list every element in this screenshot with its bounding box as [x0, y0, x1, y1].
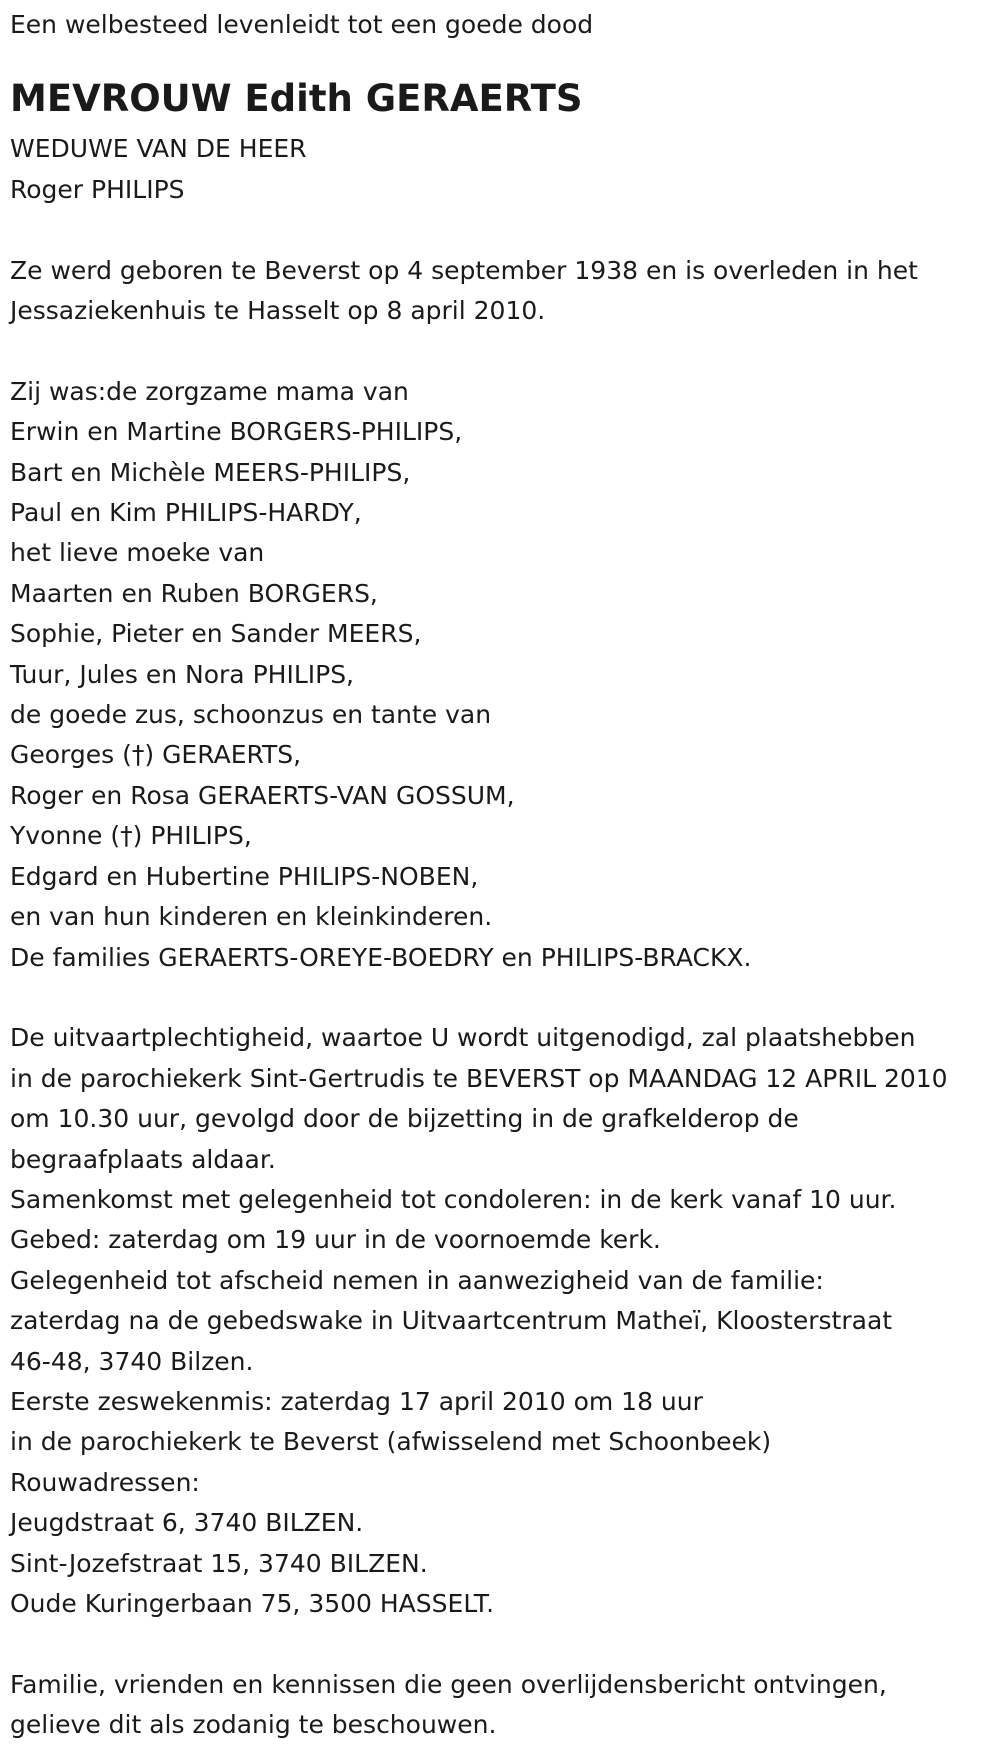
ceremony-line: De uitvaartplechtigheid, waartoe U wordt uitgenodigd, zal plaatshebben	[10, 1023, 916, 1053]
ceremony-line: in de parochiekerk Sint-Gertrudis te BEVERST op MAANDAG 12 APRIL 2010	[10, 1063, 948, 1093]
family-line: en van hun kinderen en kleinkinderen.	[10, 902, 493, 932]
family-line: het lieve moeke van	[10, 538, 265, 568]
ceremony-line: Jeugdstraat 6, 3740 BILZEN.	[10, 1508, 364, 1538]
ceremony-line: Eerste zeswekenmis: zaterdag 17 april 2010 om 18 uur	[10, 1386, 703, 1416]
ceremony-line: Gelegenheid tot afscheid nemen in aanwezigheid van de familie:	[10, 1265, 824, 1295]
spacer	[10, 331, 990, 371]
birth-death-line: Ze werd geboren te Beverst op 4 september 1938 en is overleden in het	[10, 255, 918, 285]
family-line: Roger en Rosa GERAERTS-VAN GOSSUM,	[10, 780, 515, 810]
family-line: Erwin en Martine BORGERS-PHILIPS,	[10, 417, 463, 447]
spouse-name: Roger PHILIPS	[10, 174, 185, 204]
family-line: Georges (†) GERAERTS,	[10, 740, 302, 770]
family-section	[10, 372, 990, 978]
closing-section	[10, 1665, 990, 1746]
ceremony-line: Samenkomst met gelegenheid tot condoleren: in de kerk vanaf 10 uur.	[10, 1184, 897, 1214]
spacer	[10, 210, 990, 250]
intro-quote: Een welbesteed levenleidt tot een goede dood	[10, 10, 594, 39]
spouse-section	[10, 129, 990, 210]
family-line: Bart en Michèle MEERS-PHILIPS,	[10, 457, 411, 487]
family-line: Sophie, Pieter en Sander MEERS,	[10, 619, 422, 649]
family-line: Edgard en Hubertine PHILIPS-NOBEN,	[10, 861, 479, 891]
ceremony-line: Oude Kuringerbaan 75, 3500 HASSELT.	[10, 1588, 495, 1618]
closing-line: Familie, vrienden en kennissen die geen overlijdensbericht ontvingen,	[10, 1669, 887, 1699]
ceremony-section	[10, 1018, 990, 1624]
family-line: Zij was:de zorgzame mama van	[10, 376, 409, 406]
family-line: de goede zus, schoonzus en tante van	[10, 700, 492, 730]
family-line: Maarten en Ruben BORGERS,	[10, 578, 378, 608]
ceremony-line: 46-48, 3740 Bilzen.	[10, 1346, 254, 1376]
family-line: Tuur, Jules en Nora PHILIPS,	[10, 659, 355, 689]
ceremony-line: zaterdag na de gebedswake in Uitvaartcentrum Matheï, Kloosterstraat	[10, 1306, 893, 1336]
family-line: De families GERAERTS-OREYE-BOEDRY en PHILIPS-BRACKX.	[10, 942, 752, 972]
spacer	[10, 1624, 990, 1664]
deceased-name: MEVROUW Edith GERAERTS	[10, 77, 583, 121]
birth-death-line: Jessaziekenhuis te Hasselt op 8 april 2010.	[10, 296, 546, 326]
ceremony-line: begraafplaats aldaar.	[10, 1144, 276, 1174]
ceremony-line: in de parochiekerk te Beverst (afwisselend met Schoonbeek)	[10, 1427, 772, 1457]
closing-line: gelieve dit als zodanig te beschouwen.	[10, 1710, 497, 1740]
birth-death-section	[10, 251, 990, 332]
ceremony-line: om 10.30 uur, gevolgd door de bijzetting in de grafkelderop de	[10, 1104, 799, 1134]
family-line: Paul en Kim PHILIPS-HARDY,	[10, 498, 362, 528]
ceremony-line: Sint-Jozefstraat 15, 3740 BILZEN.	[10, 1548, 428, 1578]
spacer	[10, 978, 990, 1018]
ceremony-line: Gebed: zaterdag om 19 uur in de voornoemde kerk.	[10, 1225, 661, 1255]
ceremony-line: Rouwadressen:	[10, 1467, 200, 1497]
widow-label: WEDUWE VAN DE HEER	[10, 134, 307, 164]
family-line: Yvonne (†) PHILIPS,	[10, 821, 252, 851]
